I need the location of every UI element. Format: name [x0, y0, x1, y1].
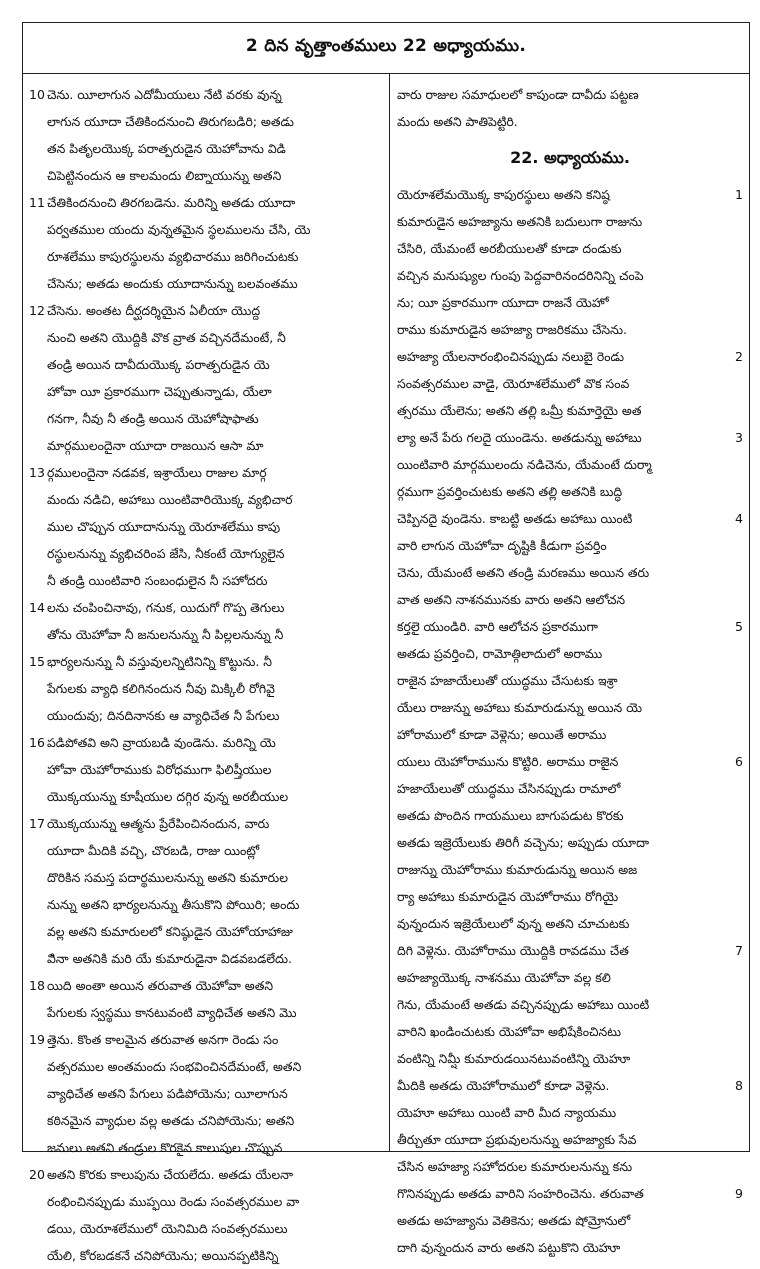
text-line: [29, 648, 385, 675]
verse-number: 16: [29, 735, 45, 750]
text-line: [397, 1126, 743, 1153]
line-text: పేగులకు వ్యాధి కలిగినందున నీవు మిక్కిలీ రోగివై: [47, 681, 275, 696]
text-line: [29, 1053, 385, 1080]
verse-number: 8: [735, 1078, 743, 1093]
line-text: రాజున్ను యెహోరాము కుమారుడున్ను అయిన అజ: [397, 862, 638, 877]
text-line: [397, 964, 743, 991]
line-text: అతడు అహజ్యాను వెతికెను; అతడు షోమ్రోనులో: [397, 1213, 631, 1228]
text-line: [397, 1180, 743, 1207]
verse-number: 2: [735, 349, 743, 364]
line-text: చెను, యేమంటే అతని తండ్రి మరణము అయిన తరు: [397, 565, 650, 580]
text-line: [29, 1242, 385, 1269]
line-text: ర్గముగా ప్రవర్తించుటకు అతని తల్లి అతనికి బుద్ధి: [397, 484, 623, 499]
text-line: [29, 351, 385, 378]
line-text: చేతికిందనుంచి తిరగబడెను. మరిన్ని అతడు యూదా: [47, 195, 296, 210]
line-text: అతడు పొందిన గాయములు బాగుపడుట కొరకు: [397, 808, 624, 823]
verse-number: 14: [29, 600, 45, 615]
line-text: ను; యీ ప్రకారముగా యూదా రాజనే యెహో: [397, 295, 609, 310]
line-text: వాత అతని నాశనమునకు వారు అతని ఆలోచన: [397, 592, 626, 607]
line-text: మందు అతని పాతిపెట్టిరి.: [397, 114, 518, 129]
line-text: వత్సరముల అంతమందు సంభవించినదేమంటే, అతని: [47, 1059, 302, 1074]
text-line: [397, 81, 743, 108]
text-line: [397, 991, 743, 1018]
text-line: [29, 216, 385, 243]
running-header: [23, 23, 749, 74]
line-text: హోరాములో కూడా వెళ్లెను; అయితే అరాము: [397, 727, 607, 742]
text-line: [29, 513, 385, 540]
right-column-continuation: [397, 81, 743, 135]
text-line: [29, 459, 385, 486]
line-text: నీ తండ్రి యింటివారి సంబంధులైన నీ సహోదరు: [47, 573, 268, 588]
line-text: వారు రాజుల సమాధులలో కాపుండా దావీదు పట్టణ: [397, 87, 639, 102]
verse-number: 3: [735, 430, 743, 445]
line-text: తండ్రి అయిన దావీదుయొక్క పరాత్పరుడైన యె: [47, 357, 270, 372]
line-text: ర్గములందైనా నడవక, ఇశ్రాయేలు రాజుల మార్గ: [47, 465, 267, 480]
text-line: [29, 999, 385, 1026]
text-line: [29, 1134, 385, 1161]
text-line: [29, 108, 385, 135]
line-text: చేసెను. అంతట దీర్ఘదర్శియైన ఏలీయా యొద్ద: [47, 303, 261, 318]
verse-number: 12: [29, 303, 45, 318]
text-line: [29, 378, 385, 405]
line-text: పర్వతముల యందు వున్నతమైన స్థలములను చేసి, యె: [47, 222, 311, 237]
line-text: గనగా, నీవు నీ తండ్రి అయిన యెహోషాఫాతు: [47, 411, 259, 426]
line-text: యెహూ అహాబు యింటి వారి మీద న్యాయము: [397, 1105, 617, 1120]
line-text: దిగి వెళ్లెను. యెహోరాము యొద్దికి రావడము చేత: [397, 943, 629, 958]
verse-number: 19: [29, 1032, 45, 1047]
text-line: [29, 162, 385, 189]
line-text: అహజ్యాయొక్క నాశనము యెహోవా వల్ల కలి: [397, 970, 611, 985]
text-line: [29, 810, 385, 837]
line-text: కర్తలై యుండిరి. వారి ఆలోచన ప్రకారముగా: [397, 619, 598, 634]
verse-number: 18: [29, 978, 45, 993]
line-text: కుమారుడైన అహజ్యాను అతనికి బదులుగా రాజును: [397, 214, 643, 229]
line-text: పడిపోతవి అని వ్రాయబడి వుండెను. మరిన్ని యె: [47, 735, 276, 750]
line-text: వ్యాధిచేత అతని పేగులు పడిపోయెను; యీలాగున: [47, 1086, 288, 1101]
line-text: మీదికి అతడు యెహోరాములో కూడా వెళ్లెను.: [397, 1078, 610, 1093]
line-text: రాజైన హజాయేలుతో యుద్ధము చేసుటకు ఇశ్రా: [397, 673, 618, 688]
line-text: యింటివారి మార్గములందు నడిచెను, యేమంటే దుర్మా: [397, 457, 652, 472]
text-line: [397, 1099, 743, 1126]
line-text: చెను. యీలాగున ఎదోమీయులు నేటి వరకు వున్న: [47, 87, 282, 102]
line-text: నుంచి అతని యొద్దికి వొక వ్రాత వచ్చినదేమంటే, నీ: [47, 330, 286, 345]
text-line: [397, 289, 743, 316]
line-text: లాగున యూదా చేతికిందనుంచి తిరుగబడిరి; అతడు: [47, 114, 294, 129]
line-text: గొనినప్పుడు అతడు వారిని సంహరించెను. తరువాత: [397, 1186, 644, 1201]
text-line: [397, 829, 743, 856]
line-text: యొక్కయున్ను ఆత్మను ప్రేరేపించినందున, వారు: [47, 816, 270, 831]
verse-number: 20: [29, 1167, 45, 1182]
right-column: [397, 81, 743, 1255]
chapter-heading: 22. అధ్యాయము.: [510, 148, 630, 167]
text-line: [29, 729, 385, 756]
text-line: [29, 1161, 385, 1188]
text-line: [29, 891, 385, 918]
verse-number: 17: [29, 816, 45, 831]
text-line: [397, 748, 743, 775]
line-text: రస్థులనున్ను వ్యభిచరింప జేసి, నీకంటే యోగ్యులైన: [47, 546, 285, 561]
text-line: [397, 1072, 743, 1099]
line-text: తోను యెహోవా నీ జనులనున్ను నీ పిల్లలనున్ను నీ: [47, 627, 284, 642]
text-line: [29, 432, 385, 459]
text-line: [29, 1188, 385, 1215]
line-text: చిపెట్టినందున ఆ కాలమందు లిబ్నాయున్ను అతని: [47, 168, 282, 183]
line-text: యుందువు; దినదినానకు ఆ వ్యాధిచేత నీ పేగులు: [47, 708, 280, 723]
line-text: హజాయేలుతో యుద్ధము చేసినప్పుడు రామాలో: [397, 781, 621, 796]
text-line: [29, 594, 385, 621]
text-line: [397, 424, 743, 451]
text-line: [397, 1045, 743, 1072]
line-text: వారి లాగున యెహోవా దృష్టికి కీడుగా ప్రవర్తిం: [397, 538, 607, 553]
text-line: [397, 343, 743, 370]
line-text: గెను, యేమంటే అతడు వచ్చినప్పుడు అహాబు యింటి: [397, 997, 650, 1012]
text-line: [397, 1018, 743, 1045]
text-line: [29, 270, 385, 297]
text-line: [397, 478, 743, 505]
verse-number: 9: [735, 1186, 743, 1201]
text-line: [29, 972, 385, 999]
text-line: [397, 370, 743, 397]
text-line: [397, 937, 743, 964]
line-text: కఠినమైన వ్యాధుల వల్ల అతడు చనిపోయెను; అతని: [47, 1113, 295, 1128]
line-text: యేలు రాజున్ను అహాబు కుమారుడున్ను అయిన యె: [397, 700, 643, 715]
line-text: వంటిన్ని నిమ్షీ కుమారుడయినటువంటిన్ని యెహూ: [397, 1051, 631, 1066]
line-text: తన పితృలయొక్క పరాత్పరుడైన యెహోవాను విడి: [47, 141, 286, 156]
line-text: అతని కొరకు కాలుపును చేయలేదు. అతడు యేలనా: [47, 1167, 294, 1182]
line-text: వల్ల అతని కుమారులలో కనిష్ఠుడైన యెహోయాహాజు: [47, 924, 293, 939]
text-line: [29, 621, 385, 648]
verse-number: 13: [29, 465, 45, 480]
text-line: [29, 864, 385, 891]
line-text: దాగి వున్నందున వారు అతని పట్టుకొని యెహూ: [397, 1240, 621, 1255]
text-line: [29, 189, 385, 216]
line-text: చేసిరి, యేమంటే అరబీయులతో కూడా దండుకు: [397, 241, 622, 256]
text-line: [397, 451, 743, 478]
text-line: [29, 1107, 385, 1134]
right-column-chapter-text: [397, 181, 743, 1261]
text-line: [29, 135, 385, 162]
text-line: [29, 486, 385, 513]
text-line: [29, 702, 385, 729]
verse-number: 6: [735, 754, 743, 769]
line-text: జనులు అతని తండ్రుల కొరకైన కాలుపుల చొప్పున: [47, 1140, 283, 1155]
line-text: రంభించినప్పుడు ముప్ఫయి రెండు సంవత్సరముల వా: [47, 1194, 300, 1209]
line-text: సంవత్సరముల వాడై, యెరూశలేములో వొక సంవ: [397, 376, 630, 391]
left-column: [29, 81, 385, 1263]
text-line: [397, 316, 743, 343]
line-text: పేగులకు స్వస్థము కానటువంటి వ్యాధిచేత అతని మొ: [47, 1005, 297, 1020]
line-text: చేసిన అహజ్యా సహోదరుల కుమారులనున్ను కను: [397, 1159, 633, 1174]
line-text: లను చంపించినావు, గనుక, యిదుగో గొప్ప తెగులు: [47, 600, 285, 615]
line-text: రాము కుమారుడైన అహజ్యా రాజరికము చేసెను.: [397, 322, 627, 337]
line-text: మార్గములందైనా యూదా రాజయిన ఆసా మా: [47, 438, 264, 453]
line-text: వున్నందున ఇజ్రెయేలులో వున్న అతని చూచుటకు: [397, 916, 630, 931]
verse-number: 5: [735, 619, 743, 634]
text-line: [397, 262, 743, 289]
text-line: [29, 918, 385, 945]
line-text: యులు యెహోరామును కొట్టిరి. అరాము రాజైన: [397, 754, 619, 769]
verse-number: 1: [735, 187, 743, 202]
line-text: చేసెను; అతడు అందుకు యూదానున్ను బలవంతము: [47, 276, 298, 291]
text-line: [397, 397, 743, 424]
line-text: భార్యలనున్ను నీ వస్తువులన్నిటినిన్ని కొట్టును. నీ: [47, 654, 272, 669]
text-line: [29, 567, 385, 594]
text-line: [397, 640, 743, 667]
text-line: [29, 756, 385, 783]
line-text: యేలి, కోరబడకనే చనిపోయెను; అయినప్పటికిన్ని: [47, 1248, 279, 1263]
text-columns: [23, 73, 749, 1263]
line-text: తీర్చుతూ యూదా ప్రభువులనున్ను అహజ్యాకు సేవ: [397, 1132, 637, 1147]
line-text: యూదా మీదికి వచ్చి, చొరబడి, రాజు యింట్లో: [47, 843, 260, 858]
text-line: [29, 783, 385, 810]
line-text: త్తెను. కొంత కాలమైన తరువాత అనగా రెండు సం: [47, 1032, 279, 1047]
text-line: [397, 1234, 743, 1261]
line-text: త్సరము యేలెను; అతని తల్లి ఒమ్రీ కుమార్తెయై అత: [397, 403, 642, 418]
line-text: రూశలేము కాపురస్థులను వ్యభిచారము జరిగించుటకు: [47, 249, 299, 264]
line-text: హోవా యెహోరాముకు విరోధముగా ఫిలిష్తీయుల: [47, 762, 272, 777]
text-line: [397, 532, 743, 559]
column-divider: [389, 73, 390, 1151]
text-line: [397, 108, 743, 135]
text-line: [397, 505, 743, 532]
text-line: [29, 81, 385, 108]
verse-number: 11: [29, 195, 45, 210]
line-text: డయి, యెరూశలేములో యెనిమిది సంవత్సరములు: [47, 1221, 288, 1236]
text-line: [29, 243, 385, 270]
line-text: చెప్పినదై వుండెను. కాబట్టి అతడు అహాబు యింటి: [397, 511, 633, 526]
line-text: అతడు ప్రవర్తించి, రామోత్గిలాదులో అరాము: [397, 646, 603, 661]
text-line: [397, 775, 743, 802]
line-text: ల్యా అనే పేరు గలదై యుండెను. అతడున్ను అహాబు: [397, 430, 642, 445]
text-line: [29, 837, 385, 864]
text-line: [397, 802, 743, 829]
text-line: [29, 540, 385, 567]
text-line: [397, 883, 743, 910]
text-line: [29, 1080, 385, 1107]
line-text: యిది అంతా అయిన తరువాత యెహోవా అతని: [47, 978, 274, 993]
verse-number: 4: [735, 511, 743, 526]
line-text: ర్యా అహాబు కుమారుడైన యెహోరాము రోగియై: [397, 889, 619, 904]
text-line: [397, 181, 743, 208]
text-line: [29, 297, 385, 324]
text-line: [397, 1207, 743, 1234]
line-text: వారిని ఖండించుటకు యెహోవా అభిషేకించినటు: [397, 1024, 622, 1039]
text-line: [397, 667, 743, 694]
text-line: [397, 559, 743, 586]
line-text: అతడు ఇజ్రెయేలుకు తిరిగీ వచ్చెను; అప్పుడు యూదా: [397, 835, 649, 850]
verse-number: 7: [735, 943, 743, 958]
page-frame: [22, 22, 750, 1263]
line-text: యెరూశలేమయొక్క కాపురస్థులు అతని కనిష్ఠ: [397, 187, 611, 202]
text-line: [29, 675, 385, 702]
text-line: [29, 1026, 385, 1053]
text-line: [397, 910, 743, 937]
text-line: [397, 721, 743, 748]
verse-number: 15: [29, 654, 45, 669]
line-text: విినా అతనికి మరి యే కుమారుడైనా విడవబడలేదు.: [47, 951, 293, 966]
line-text: వచ్చిన మనుష్యుల గుంపు పెద్దవారినందరినిన్ని చంపె: [397, 268, 644, 283]
line-text: ముల చొప్పున యూదానున్ను యెరూశలేము కాపు: [47, 519, 281, 534]
text-line: [29, 1215, 385, 1242]
text-line: [397, 613, 743, 640]
line-text: యొక్కయున్ను కూషీయుల దగ్గిర వున్న అరబీయుల: [47, 789, 289, 804]
line-text: మందు నడిచి, అహాబు యింటివారియొక్క వ్యభిచార: [47, 492, 293, 507]
text-line: [397, 235, 743, 262]
text-line: [397, 586, 743, 613]
line-text: దొరికిన సమస్త పదార్థములనున్ను అతని కుమారుల: [47, 870, 289, 885]
page-title: 2 దిన వృత్తాంతములు 22 అధ్యాయము.: [245, 36, 527, 56]
verse-number: 10: [29, 87, 45, 102]
text-line: [397, 856, 743, 883]
text-line: [29, 945, 385, 972]
text-line: [29, 405, 385, 432]
line-text: నున్ను అతని భార్యలనున్ను తీసుకొని పోయిరి; అందు: [47, 897, 300, 912]
text-line: [29, 324, 385, 351]
text-line: [397, 694, 743, 721]
text-line: [397, 1153, 743, 1180]
text-line: [397, 208, 743, 235]
line-text: అహజ్యా యేలనారంభించినప్పుడు నలుబై రెండు: [397, 349, 624, 364]
line-text: హోవా యీ ప్రకారముగా చెప్పుతున్నాడు, యేలా: [47, 384, 272, 399]
